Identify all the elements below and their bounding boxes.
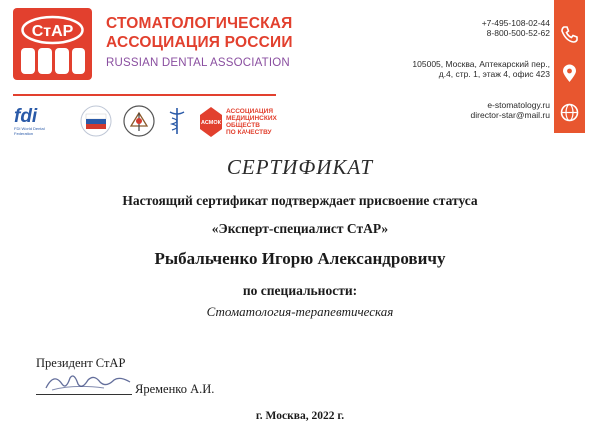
recipient-name: Рыбальченко Игорю Александровичу [154, 249, 446, 268]
org-name [106, 14, 293, 52]
location-icon [557, 61, 582, 86]
org-name-line1: СТОМАТОЛОГИЧЕСКАЯ [106, 15, 293, 32]
star-logo [13, 8, 92, 80]
asmok-line3: ОБЩЕСТВ [226, 122, 260, 129]
address-block [412, 59, 550, 79]
web-block [471, 100, 550, 120]
fdi-subtitle: FDI World Dental Federation [14, 126, 45, 136]
certificate-title: СЕРТИФИКАТ [226, 155, 374, 179]
fdi-wordmark: fdi [14, 106, 38, 127]
city-year: г. Москва, 2022 г. [255, 410, 345, 422]
asmok-label [226, 108, 277, 136]
asmok-line1: АССОЦИАЦИЯ [226, 108, 274, 115]
medical-symbol-icon [162, 104, 192, 143]
status-name: «Эксперт-специалист СтАР» [211, 221, 389, 236]
address-line2: д.4, стр. 1, этаж 4, офис 423 [438, 69, 550, 79]
confirmation-text: Настоящий сертификат подтверждает присвоение статуса [122, 193, 478, 208]
phone-icon [557, 22, 582, 47]
email-link[interactable]: director-star@mail.ru [470, 110, 550, 120]
asmok-badge-icon [198, 104, 224, 143]
website-link[interactable]: e-stomatology.ru [487, 100, 550, 110]
address-line1: 105005, Москва, Аптекарский пер., [412, 59, 550, 69]
org-name-english: RUSSIAN DENTAL ASSOCIATION [106, 57, 290, 69]
header-divider [13, 94, 276, 96]
specialty-label: по специальности: [242, 283, 358, 298]
fdi-logo [14, 106, 64, 136]
signer-name: Яременко А.И. [135, 382, 215, 396]
signature-line [36, 394, 132, 395]
phone-2: 8-800-500-52-62 [486, 28, 550, 38]
org-name-line2: АССОЦИАЦИЯ РОССИИ [106, 34, 293, 51]
caduceus-emblem-icon [122, 104, 156, 143]
globe-icon [557, 100, 582, 125]
phone-block [482, 18, 550, 38]
asmok-line2: МЕДИЦИНСКИХ [226, 115, 277, 122]
asmok-badge-text: АСМОК [201, 120, 221, 126]
russian-flag-emblem-icon [78, 104, 114, 143]
president-label: Президент СтАР [36, 356, 126, 370]
phone-1: +7-495-108-02-44 [481, 18, 550, 28]
asmok-line4: ПО КАЧЕСТВУ [226, 129, 272, 136]
logo-text: СтАР [31, 23, 74, 40]
specialty-value: Стоматология-терапевтическая [206, 304, 394, 319]
